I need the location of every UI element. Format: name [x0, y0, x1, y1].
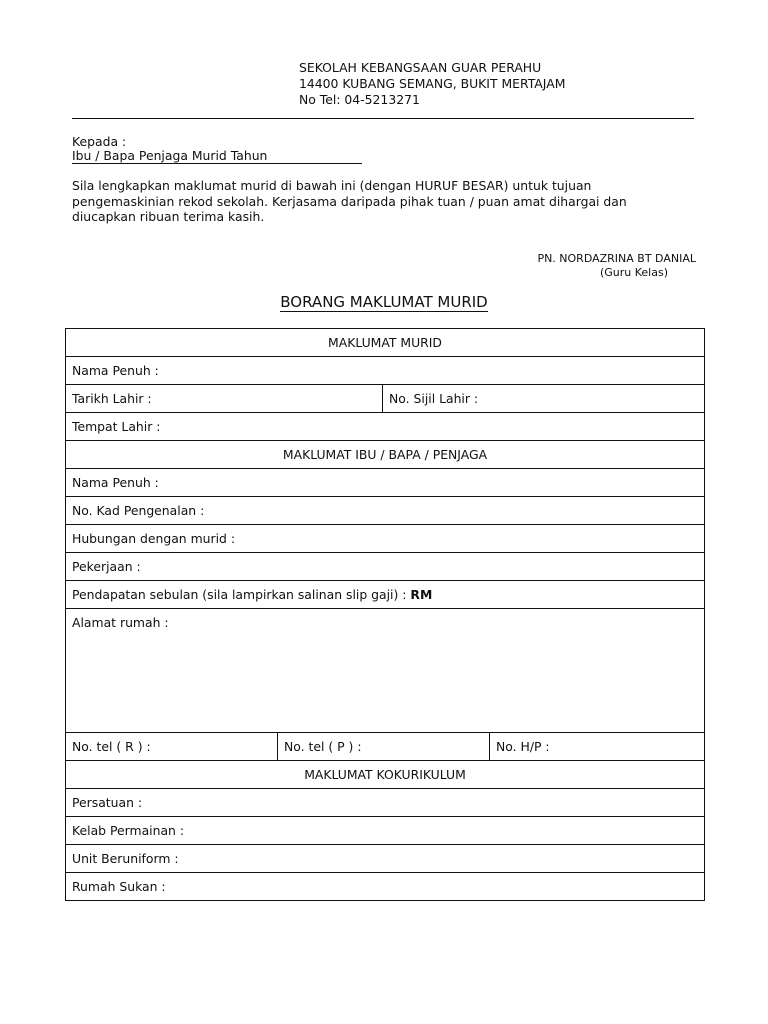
parent-full-name-field[interactable]: Nama Penuh :: [66, 469, 705, 497]
section-row-parent: [66, 441, 705, 469]
income-currency: RM: [410, 586, 433, 602]
school-name: SEKOLAH KEBANGSAAN GUAR PERAHU: [299, 60, 542, 75]
section-heading-parent: MAKLUMAT IBU / BAPA / PENJAGA: [66, 441, 705, 469]
form-row: [66, 385, 705, 413]
teacher-name: PN. NORDAZRINA BT DANIAL: [537, 252, 696, 265]
birth-cert-field[interactable]: No. Sijil Lahir :: [383, 385, 705, 413]
student-full-name-field[interactable]: Nama Penuh :: [66, 357, 705, 385]
section-row-cocurricular: [66, 761, 705, 789]
income-field[interactable]: [66, 581, 705, 609]
tel-office-field[interactable]: No. tel ( P ) :: [278, 733, 490, 761]
form-row-address: [66, 609, 705, 733]
form-row: [66, 873, 705, 901]
form-title-text: BORANG MAKLUMAT MURID: [280, 293, 488, 311]
teacher-role: (Guru Kelas): [599, 266, 668, 279]
birth-place-field[interactable]: Tempat Lahir :: [66, 413, 705, 441]
recipient-line: Ibu / Bapa Penjaga Murid Tahun: [72, 148, 362, 164]
association-field[interactable]: Persatuan :: [66, 789, 705, 817]
uniform-unit-field[interactable]: Unit Beruniform :: [66, 845, 705, 873]
income-label: Pendapatan sebulan (sila lampirkan salinan slip gaji) :: [72, 586, 407, 602]
home-address-field[interactable]: Alamat rumah :: [66, 609, 705, 733]
student-info-form: [65, 328, 705, 901]
form-row: [66, 413, 705, 441]
birth-date-field[interactable]: Tarikh Lahir :: [66, 385, 383, 413]
intro-line-2: pengemaskinian rekod sekolah. Kerjasama daripada pihak tuan / puan amat dihargai dan: [72, 193, 627, 209]
form-row: [66, 733, 705, 761]
form-row: [66, 789, 705, 817]
signoff: [520, 252, 696, 280]
form-title: [0, 293, 768, 311]
tel-home-field[interactable]: No. tel ( R ) :: [66, 733, 278, 761]
form-row: [66, 357, 705, 385]
form-row: [66, 817, 705, 845]
intro-line-3: diucapkan ribuan terima kasih.: [72, 209, 265, 224]
section-heading-student: MAKLUMAT MURID: [66, 329, 705, 357]
header-divider: [72, 118, 694, 119]
form-row: [66, 525, 705, 553]
school-phone: No Tel: 04-5213271: [299, 92, 420, 107]
sports-house-field[interactable]: Rumah Sukan :: [66, 873, 705, 901]
section-row-student: [66, 329, 705, 357]
form-row: [66, 553, 705, 581]
occupation-field[interactable]: Pekerjaan :: [66, 553, 705, 581]
form-row: [66, 469, 705, 497]
form-row: [66, 845, 705, 873]
form-row: [66, 497, 705, 525]
games-club-field[interactable]: Kelab Permainan :: [66, 817, 705, 845]
relationship-field[interactable]: Hubungan dengan murid :: [66, 525, 705, 553]
intro-line-1: Sila lengkapkan maklumat murid di bawah ini (dengan HURUF BESAR) untuk tujuan: [72, 178, 592, 193]
mobile-field[interactable]: No. H/P :: [490, 733, 705, 761]
intro-paragraph: [72, 178, 712, 225]
ic-number-field[interactable]: No. Kad Pengenalan :: [66, 497, 705, 525]
form-row: [66, 581, 705, 609]
school-address: 14400 KUBANG SEMANG, BUKIT MERTAJAM: [299, 76, 566, 91]
section-heading-cocurricular: MAKLUMAT KOKURIKULUM: [66, 761, 705, 789]
school-header: [299, 60, 565, 108]
recipient-label: Kepada :: [72, 134, 127, 149]
